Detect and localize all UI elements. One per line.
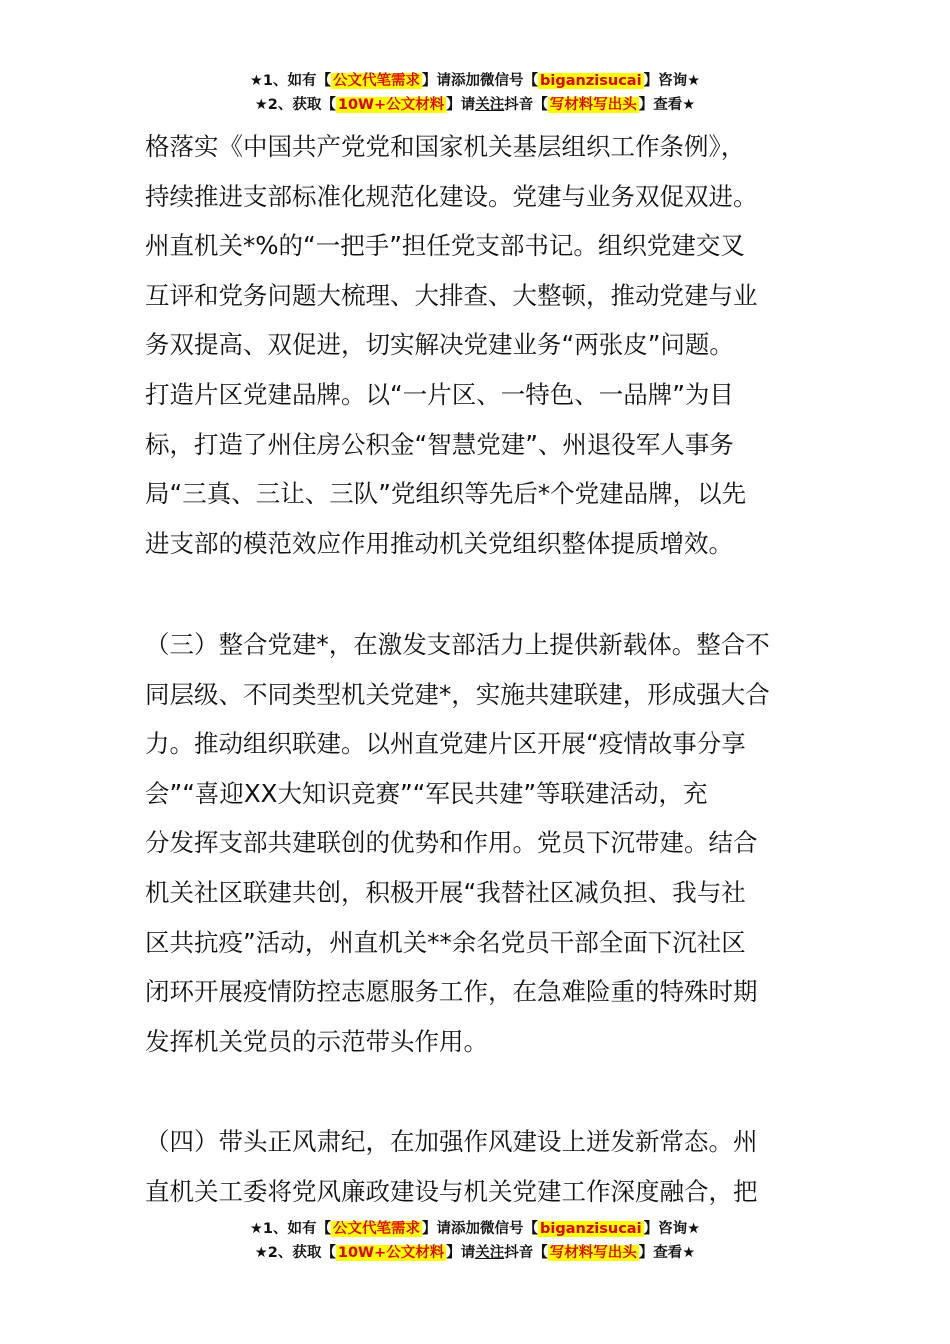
banner-text: 】请添加微信号【 (422, 73, 539, 89)
banner-text: 抖音【 (504, 1245, 548, 1261)
text-line: 会”“喜迎XX大知识竞赛”“军民共建”等联建活动，充 (145, 778, 708, 808)
text-line: 标，打造了州住房公积金“智慧党建”、州退役军人事务 (145, 429, 734, 459)
text-line: 务双提高、双促进，切实解决党建业务“两张皮”问题。 (145, 330, 734, 360)
banner-text: 】查看★ (638, 97, 696, 113)
text-line: 区共抗疫”活动，州直机关**余名党员干部全面下沉社区 (145, 927, 746, 957)
highlight-douyin: 写材料写出头 (549, 97, 637, 113)
footer-banner (0, 1218, 950, 1266)
banner-text: 】请添加微信号【 (422, 1221, 539, 1237)
text-line: 机关社区联建共创，积极开展“我替社区减负担、我与社 (145, 877, 746, 907)
paragraph-3 (145, 1117, 807, 1216)
text-line: 直机关工委将党风廉政建设与机关党建工作深度融合，把 (145, 1176, 758, 1206)
text-line: 州直机关*%的“一把手”担任党支部书记。组织党建交叉 (145, 231, 745, 261)
text-line: 格落实《中国共产党党和国家机关基层组织工作条例》， (145, 132, 746, 161)
highlight-wechat-id: biganzisucai (540, 1221, 642, 1237)
text-line: 打造片区党建品牌。以“一片区、一特色、一品牌”为目 (145, 379, 734, 409)
banner-line-1 (0, 1218, 950, 1242)
text-line: （四）带头正风肃纪，在加强作风建设上迸发新常态。州 (145, 1127, 758, 1156)
highlight-wechat-id: biganzisucai (540, 73, 642, 89)
text-line: 局“三真、三让、三队”党组织等先后*个党建品牌，以先 (145, 479, 747, 509)
banner-line-2 (0, 1242, 950, 1266)
text-line: 互评和党务问题大梳理、大排查、大整顿，推动党建与业 (145, 280, 758, 310)
highlight-service: 公文代笔需求 (333, 1221, 421, 1237)
banner-text: 】咨询★ (643, 73, 701, 89)
header-banner (0, 70, 950, 118)
paragraph-2 (145, 620, 807, 1066)
banner-follow-text: 关注 (475, 97, 505, 113)
banner-text: ★2、获取【 (254, 97, 336, 113)
banner-text: ★2、获取【 (254, 1245, 336, 1261)
text-line: 闭环开展疫情防控志愿服务工作，在急难险重的特殊时期 (145, 977, 758, 1007)
highlight-materials: 10W+公文材料 (337, 1245, 445, 1261)
text-line: 持续推进支部标准化规范化建设。党建与业务双促双进。 (145, 181, 758, 211)
banner-text: 】查看★ (638, 1245, 696, 1261)
banner-follow-text: 关注 (475, 1245, 505, 1261)
banner-text: ★1、如有【 (249, 73, 332, 89)
banner-text: 】咨询★ (643, 1221, 701, 1237)
highlight-materials: 10W+公文材料 (337, 97, 445, 113)
highlight-douyin: 写材料写出头 (549, 1245, 637, 1261)
text-line: 进支部的模范效应作用推动机关党组织整体提质增效。 (145, 528, 733, 558)
banner-line-2 (0, 94, 950, 118)
text-line: 分发挥支部共建联创的优势和作用。党员下沉带建。结合 (145, 828, 758, 858)
text-line: 发挥机关党员的示范带头作用。 (145, 1026, 488, 1056)
highlight-service: 公文代笔需求 (333, 73, 421, 89)
banner-text: 】请 (446, 97, 476, 113)
text-line: 力。推动组织联建。以州直党建片区开展“疫情故事分享 (145, 729, 746, 759)
banner-text: ★1、如有【 (249, 1221, 332, 1237)
banner-text: 】请 (446, 1245, 476, 1261)
banner-text: 抖音【 (504, 97, 548, 113)
banner-line-1 (0, 70, 950, 94)
paragraph-1 (145, 122, 807, 568)
text-line: （三）整合党建*，在激发支部活力上提供新载体。整合不 (145, 630, 770, 659)
text-line: 同层级、不同类型机关党建*，实施共建联建，形成强大合 (145, 679, 770, 709)
